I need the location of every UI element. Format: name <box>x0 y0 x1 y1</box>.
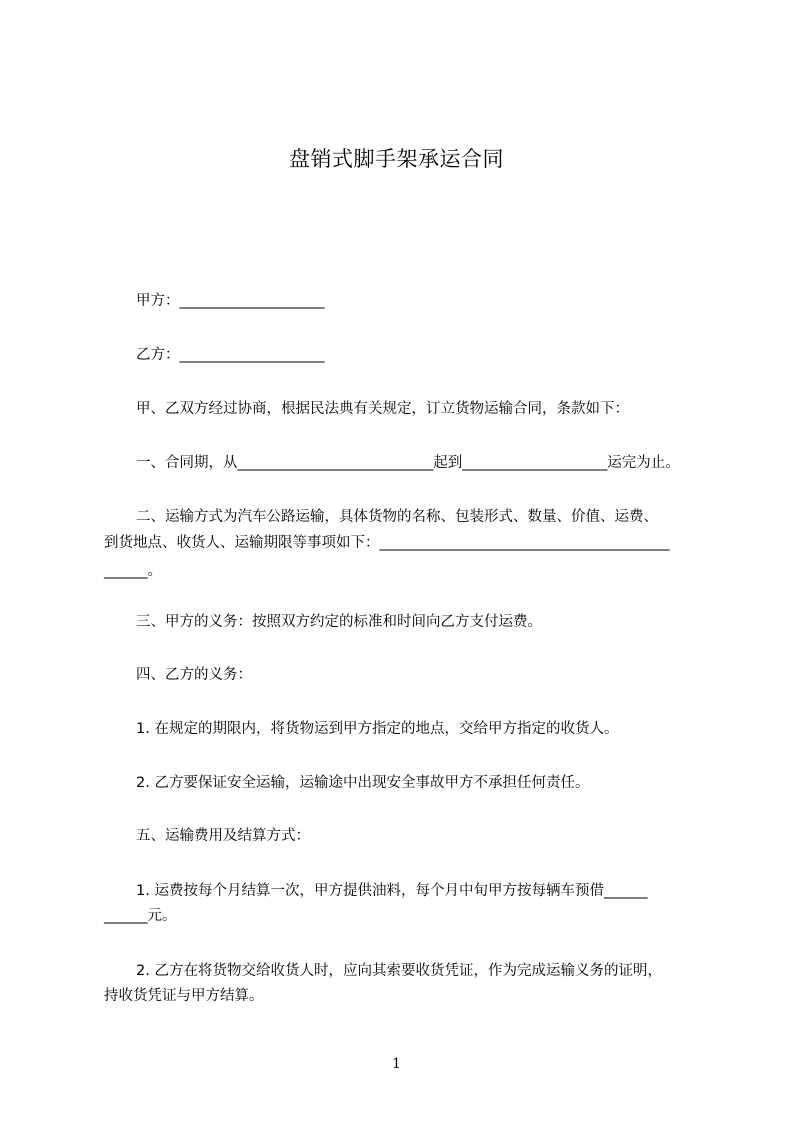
clause-5-heading: 五、运输费用及结算方式： <box>136 828 310 844</box>
clause-2-transport-line-2: 到货地点、收货人、运输期限等事项如下：________________________________________ <box>104 535 670 551</box>
clause-1-contract-period: 一、合同期，从___________________________起到____________________运完为止。 <box>136 455 680 471</box>
clause-5-item-1-line-1: 1. 运费按每个月结算一次，甲方提供油料，每个月中旬甲方按每辆车预借______ <box>136 883 648 899</box>
clause-2-transport-line-3: ______。 <box>104 563 162 579</box>
party-b-line: 乙方：____________________ <box>136 347 325 363</box>
page-number: 1 <box>392 1056 401 1072</box>
clause-3-party-a-duties: 三、甲方的义务：按照双方约定的标准和时间向乙方支付运费。 <box>136 614 542 630</box>
clause-5-item-1-line-2: ______元。 <box>104 908 177 924</box>
preamble-paragraph: 甲、乙双方经过协商，根据民法典有关规定，订立货物运输合同，条款如下： <box>136 401 629 417</box>
clause-5-item-2-line-2: 持收货凭证与甲方结算。 <box>104 988 264 1004</box>
clause-5-item-2-line-1: 2. 乙方在将货物交给收货人时，应向其索要收货凭证，作为完成运输义务的证明， <box>136 963 662 979</box>
clause-4-item-1: 1. 在规定的期限内，将货物运到甲方指定的地点，交给甲方指定的收货人。 <box>136 721 619 737</box>
party-a-line: 甲方：____________________ <box>136 293 325 309</box>
clause-4-item-2: 2. 乙方要保证安全运输，运输途中出现安全事故甲方不承担任何责任。 <box>136 775 590 791</box>
clause-4-heading: 四、乙方的义务： <box>136 667 252 683</box>
document-title: 盘销式脚手架承运合同 <box>289 147 504 171</box>
clause-2-transport-line-1: 二、运输方式为汽车公路运输，具体货物的名称、包装形式、数量、价值、运费、 <box>136 509 658 525</box>
